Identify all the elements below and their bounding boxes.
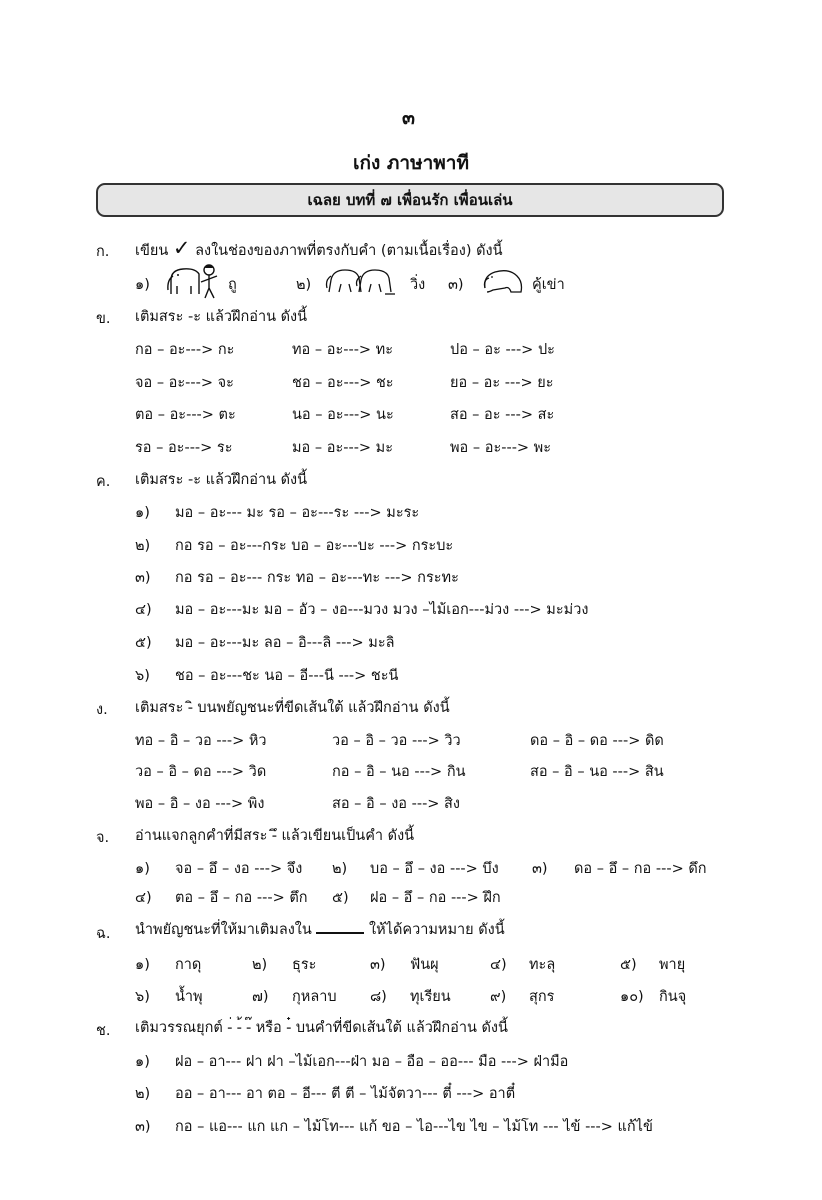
heading-text-after: ลงในช่องของภาพที่ตรงกับคำ (ตามเนื้อเรื่อง) ดังนี้ — [195, 243, 503, 259]
ng-cell: ดอ – อิ – ดอ ---> ดิด — [530, 733, 664, 749]
section-kh-heading: เติมสระ -ะ แล้วฝึกอ่าน ดังนี้ — [135, 309, 308, 325]
section-k-heading — [135, 236, 503, 262]
kho-item-text: มอ – อะ---มะ ลอ – อิ---ลิ ---> มะลิ — [175, 635, 395, 651]
kh-cell: สอ – อะ ---> สะ — [450, 407, 555, 423]
section-kh-label: ข. — [96, 311, 111, 327]
answer-key-banner — [96, 183, 724, 217]
chh-item-text: ออ – อา--- อา ตอ – อี--- ตี ตี – ไม้จัตวา--- ตี๋ ---> อาตี๋ — [175, 1086, 516, 1102]
ch-item-num: ๒) — [332, 861, 348, 877]
kh-cell: กอ – อะ---> กะ — [135, 342, 235, 358]
ng-cell: พอ – อิ – งอ ---> พิง — [135, 796, 265, 812]
kh-cell: ยอ – อะ ---> ยะ — [450, 375, 554, 391]
ch-item-num: ๓) — [532, 861, 548, 877]
ch-item-text: ตอ – อึ – กอ ---> ตึก — [175, 890, 308, 906]
cho-item-num: ๙) — [490, 989, 507, 1005]
cho-item-word: ทุเรียน — [410, 989, 451, 1005]
section-ch-label: จ. — [96, 830, 110, 846]
ng-cell: สอ – อิ – งอ ---> สิง — [332, 796, 460, 812]
section-k-item-2-num: ๒) — [296, 277, 312, 293]
section-k-item-3-word: คู้เข่า — [532, 277, 565, 293]
cho-item-word: กุหลาบ — [292, 989, 337, 1005]
cho-item-word: น้ำพุ — [175, 989, 203, 1005]
kho-item-text: กอ รอ – อะ--- กระ ทอ – อะ---ทะ ---> กระทะ — [175, 570, 459, 586]
cho-item-word: ทะลุ — [529, 957, 556, 973]
kho-item-num: ๒) — [135, 538, 151, 554]
kh-cell: รอ – อะ---> ระ — [135, 440, 233, 456]
section-chh-label: ช. — [96, 1023, 111, 1039]
kho-item-text: มอ – อะ---มะ มอ – อัว – งอ---มวง มวง –ไม้เอก---ม่วง ---> มะม่วง — [175, 602, 589, 618]
heading-text-before: เขียน — [135, 243, 169, 259]
cho-item-word: กินจุ — [659, 989, 687, 1005]
chh-item-num: ๑) — [135, 1054, 150, 1070]
cho-item-num: ๗) — [252, 989, 269, 1005]
ng-cell: วอ – อิ – ดอ ---> วิด — [135, 764, 267, 780]
cho-item-num: ๓) — [370, 957, 386, 973]
cho-item-num: ๒) — [252, 957, 268, 973]
ng-cell: วอ – อิ – วอ ---> วิว — [332, 733, 461, 749]
kho-item-num: ๔) — [135, 602, 152, 618]
chh-item-num: ๒) — [135, 1086, 151, 1102]
boy-scrubbing-elephant-picture — [165, 260, 225, 300]
chh-item-text: ฝอ – อา--- ฝา ฝา –ไม้เอก---ฝ่า มอ – อือ – ออ--- มือ ---> ฝ่ามือ — [175, 1054, 569, 1070]
kh-cell: นอ – อะ---> นะ — [292, 407, 394, 423]
chh-item-text: กอ – แอ--- แก แก – ไม้โท--- แก้ ขอ – ไอ---ไข ไข – ไม้โท --- ไข้ ---> แก้ไข้ — [175, 1119, 653, 1135]
blank-line — [316, 920, 364, 934]
section-k-item-2-word: วิ่ง — [410, 277, 426, 293]
check-mark-icon: ✓ — [172, 236, 191, 260]
section-chh-heading: เติมวรรณยุกต์ -่ -้ -๊ หรือ -๋ บนคำที่ขีดเส้นใต้ แล้วฝึกอ่าน ดังนี้ — [135, 1020, 508, 1036]
cho-item-num: ๕) — [620, 957, 637, 973]
ng-cell: กอ – อิ – นอ ---> กิน — [332, 764, 466, 780]
ch-item-num: ๑) — [135, 861, 150, 877]
kho-item-num: ๓) — [135, 570, 151, 586]
kho-item-num: ๖) — [135, 668, 150, 684]
ch-item-text: จอ – อึ – งอ ---> จึง — [175, 861, 303, 877]
elephant-kneeling-picture — [481, 266, 525, 296]
cho-item-num: ๖) — [135, 989, 150, 1005]
section-kho-heading: เติมสระ -ะ แล้วฝึกอ่าน ดังนี้ — [135, 472, 308, 488]
kh-cell: ทอ – อะ---> ทะ — [292, 342, 394, 358]
cho-item-num: ๑๐) — [620, 989, 644, 1005]
cho-item-word: พายุ — [659, 957, 686, 973]
chh-item-num: ๓) — [135, 1119, 151, 1135]
heading-text-after: ให้ได้ความหมาย ดังนี้ — [369, 922, 505, 938]
ch-item-num: ๕) — [332, 890, 349, 906]
cho-item-num: ๘) — [370, 989, 387, 1005]
section-ng-heading: เติมสระ -ิ บนพยัญชนะที่ขีดเส้นใต้ แล้วฝึกอ่าน ดังนี้ — [135, 700, 450, 716]
kh-cell: มอ – อะ---> มะ — [292, 440, 394, 456]
book-title: เก่ง ภาษาพาที — [353, 152, 469, 174]
cho-item-num: ๔) — [490, 957, 507, 973]
cho-item-word: สุกร — [529, 989, 555, 1005]
cho-item-num: ๑) — [135, 957, 150, 973]
section-k-item-1-num: ๑) — [135, 277, 150, 293]
ng-cell: ทอ – อิ – วอ ---> หิว — [135, 733, 267, 749]
kho-item-num: ๕) — [135, 635, 152, 651]
heading-text-before: นำพยัญชนะที่ให้มาเติมลงใน — [135, 922, 312, 938]
kho-item-text: ชอ – อะ---ชะ นอ – อี---นี ---> ชะนี — [175, 668, 399, 684]
banner-text: เฉลย บทที่ ๗ เพื่อนรัก เพื่อนเล่น — [307, 191, 513, 209]
kho-item-num: ๑) — [135, 505, 150, 521]
kh-cell: จอ – อะ---> จะ — [135, 375, 234, 391]
section-ng-label: ง. — [96, 702, 108, 718]
section-k-label: ก. — [96, 244, 110, 260]
kh-cell: พอ – อะ---> พะ — [450, 440, 552, 456]
ch-item-text: ดอ – อึ – กอ ---> ดึก — [574, 861, 707, 877]
section-kho-label: ค. — [96, 474, 111, 490]
kh-cell: ปอ – อะ ---> ปะ — [450, 342, 555, 358]
section-cho-heading — [135, 918, 505, 941]
ch-item-text: บอ – อึ – งอ ---> บึง — [370, 861, 499, 877]
elephants-running-picture — [325, 264, 395, 296]
kh-cell: ตอ – อะ---> ตะ — [135, 407, 236, 423]
section-k-item-1-word: ถู — [228, 277, 237, 293]
section-ch-heading: อ่านแจกลูกคำที่มีสระ -ึ แล้วเขียนเป็นคำ ดังนี้ — [135, 828, 415, 844]
ng-cell: สอ – อิ – นอ ---> สิน — [530, 764, 664, 780]
cho-item-word: ฟันผุ — [410, 957, 439, 973]
section-cho-label: ฉ. — [96, 926, 111, 942]
kho-item-text: กอ รอ – อะ---กระ บอ – อะ---บะ ---> กระบะ — [175, 538, 454, 554]
ch-item-text: ฝอ – อึ – กอ ---> ฝึก — [370, 890, 501, 906]
page-number: ๓ — [402, 107, 415, 129]
cho-item-word: กาดุ — [175, 957, 202, 973]
ch-item-num: ๔) — [135, 890, 152, 906]
section-k-item-3-num: ๓) — [448, 277, 464, 293]
cho-item-word: ธุระ — [292, 957, 317, 973]
kho-item-text: มอ – อะ--- มะ รอ – อะ---ระ ---> มะระ — [175, 505, 420, 521]
kh-cell: ชอ – อะ---> ชะ — [292, 375, 394, 391]
